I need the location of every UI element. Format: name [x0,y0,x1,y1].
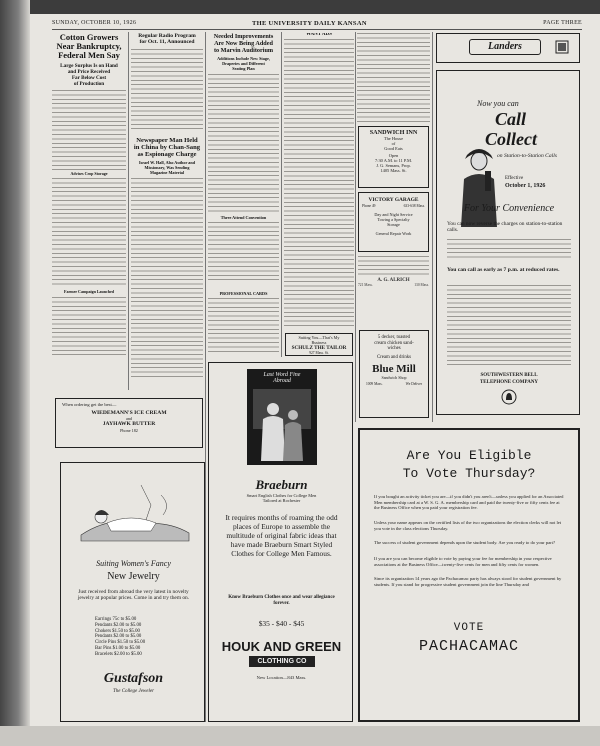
ad-southwestern-bell: Now you can Call Collect on Station-to-Station Calls Effective October 1, 1926 For Your Convenience You can now reverse the charges on station-to-station calls. You can call as early as 7 p.m. at reduced rates. SOUTHWESTERN BELL TELEPHONE COMPANY [436,70,580,415]
scan-top-edge [0,0,600,14]
ad-alrich: A. G. ALRICH 721 Mass. 130 Mass. [358,256,429,300]
bell-logo-icon [501,389,517,405]
want-ads: WANT ADS [284,33,354,333]
masthead-title: THE UNIVERSITY DAILY KANSAN [252,20,367,27]
article-cotton: Cotton Growers Near Bankruptcy, Federal Men Say Large Surplus Is on Hand and Price Received Far Below Cost of Production Advises Crop Storage Farmer Campaign Launched [52,33,126,388]
ad-wiedemann: When ordering get the best— WIEDEMANN'S ICE CREAM and JAYHAWK BUTTER Phone 182 [55,398,203,448]
braeburn-illustration: Last Word Fine Abroad [247,369,317,465]
ad-gustafson: Suiting Women's Fancy New Jewelry Just received from abroad the very latest in novelty jewelry at popular prices. Come in and try them on. Earrings 75c to $5.00 Pendants $2.00 to $5.00 Chokers $1.50 to $5.00 Pendants $2.00 to $5.00 Circle Pins $1.50 to $5.00 Bar Pins $1.00 to $5.00 Bracelets $2.00 to $5.00 Gustafson The College Jeweler [60,462,205,722]
landers-logo-icon [555,40,569,54]
ad-blue-mill: 5 decker, toasted cream chicken sand- wiches Cream and drinks Blue Mill Sandwich Shop 1009 Mass. We Deliver [359,330,429,418]
ad-vote-pachacamac: Are You Eligible To Vote Thursday? If you bought an activity ticket you are—if you didn't you aren't—unless you applied for an Associated Men membership card at a W. S. G. A. membership card and paid the twenty-five or fifty cents fee at the Business Office when you paid your registration fee. Unless your name appears on the certified lists of the two organizations the election clerks will not let you vote in the class elections Thursday. The success of student government depends upon the student body. Are you ready to do your part? If you are you can become eligible to vote by paying your fee for membership in your respective associations at the Business Office—twenty-five cents for men and fifty cents for women. Since its organization 14 years ago the Pachacamac party has always stood for student government by students. If you stand for progressive student government join the line Thursday and VOTE PACHACAMAC [358,428,580,722]
professional-cards: PROFESSIONAL CARDS [208,292,279,354]
ad-victory-garage: VICTORY GARAGE Phone 49 633-638 Mass. Day and Night Service Towing a Specialty Storage General Repair Work [358,192,429,252]
ad-sandwich-inn: SANDWICH INN The House of Good Eats Open 7:30 A.M. to 11 P.M. J. G. Semans, Prop. 1405 Mass. St. [358,126,429,188]
reclining-woman-illustration [71,475,195,555]
masthead [52,18,582,30]
ad-braeburn-houk-green: Last Word Fine Abroad Braeburn Smart English Clothes for College Men Tailored at Rochester It requires months of roaming the odd places of Europe to assemble the multitude of original fabric ideas that have made Braeburn Smart Styled Clothes for College Men Famous. Know Braeburn Clothes once and wear allegiance forever. $35 - $40 - $45 HOUK AND GREEN CLOTHING CO New Location—843 Mass. [208,362,353,722]
jewelry-price-list: Earrings 75c to $5.00 Pendants $2.00 to $5.00 Chokers $1.50 to $5.00 Pendants $2.00 to $5.00 Circle Pins $1.50 to $5.00 Bar Pins $1.00 to $5.00 Bracelets $2.00 to $5.00 [95,617,146,657]
want-ads-continued [357,33,430,123]
article-auditorium: Needed Improvements Are Now Being Added to Marvin Auditorium Additions Include New Stage, Draperies and Different Seating Plan Three Attend Convention [208,33,279,288]
ad-schulz-tailor: Suiting You—That's My Business SCHULZ THE TAILOR 927 Mass. St. [285,333,353,356]
masthead-date: SUNDAY, OCTOBER 10, 1926 [52,20,137,26]
article-radio: Regular Radio Program for Oct. 11, Announced Newspaper Man Held in China by Chan-Sang as Espionage Charge Israel W. Hall, Also Author and Missionary, Was Sending Magazine Material [131,33,203,388]
masthead-page: PAGE THREE [543,20,582,26]
ad-landers: Landers [436,33,580,63]
scan-left-edge [0,0,30,746]
scan-bottom-edge [0,726,600,746]
man-on-phone-illustration [459,149,499,229]
